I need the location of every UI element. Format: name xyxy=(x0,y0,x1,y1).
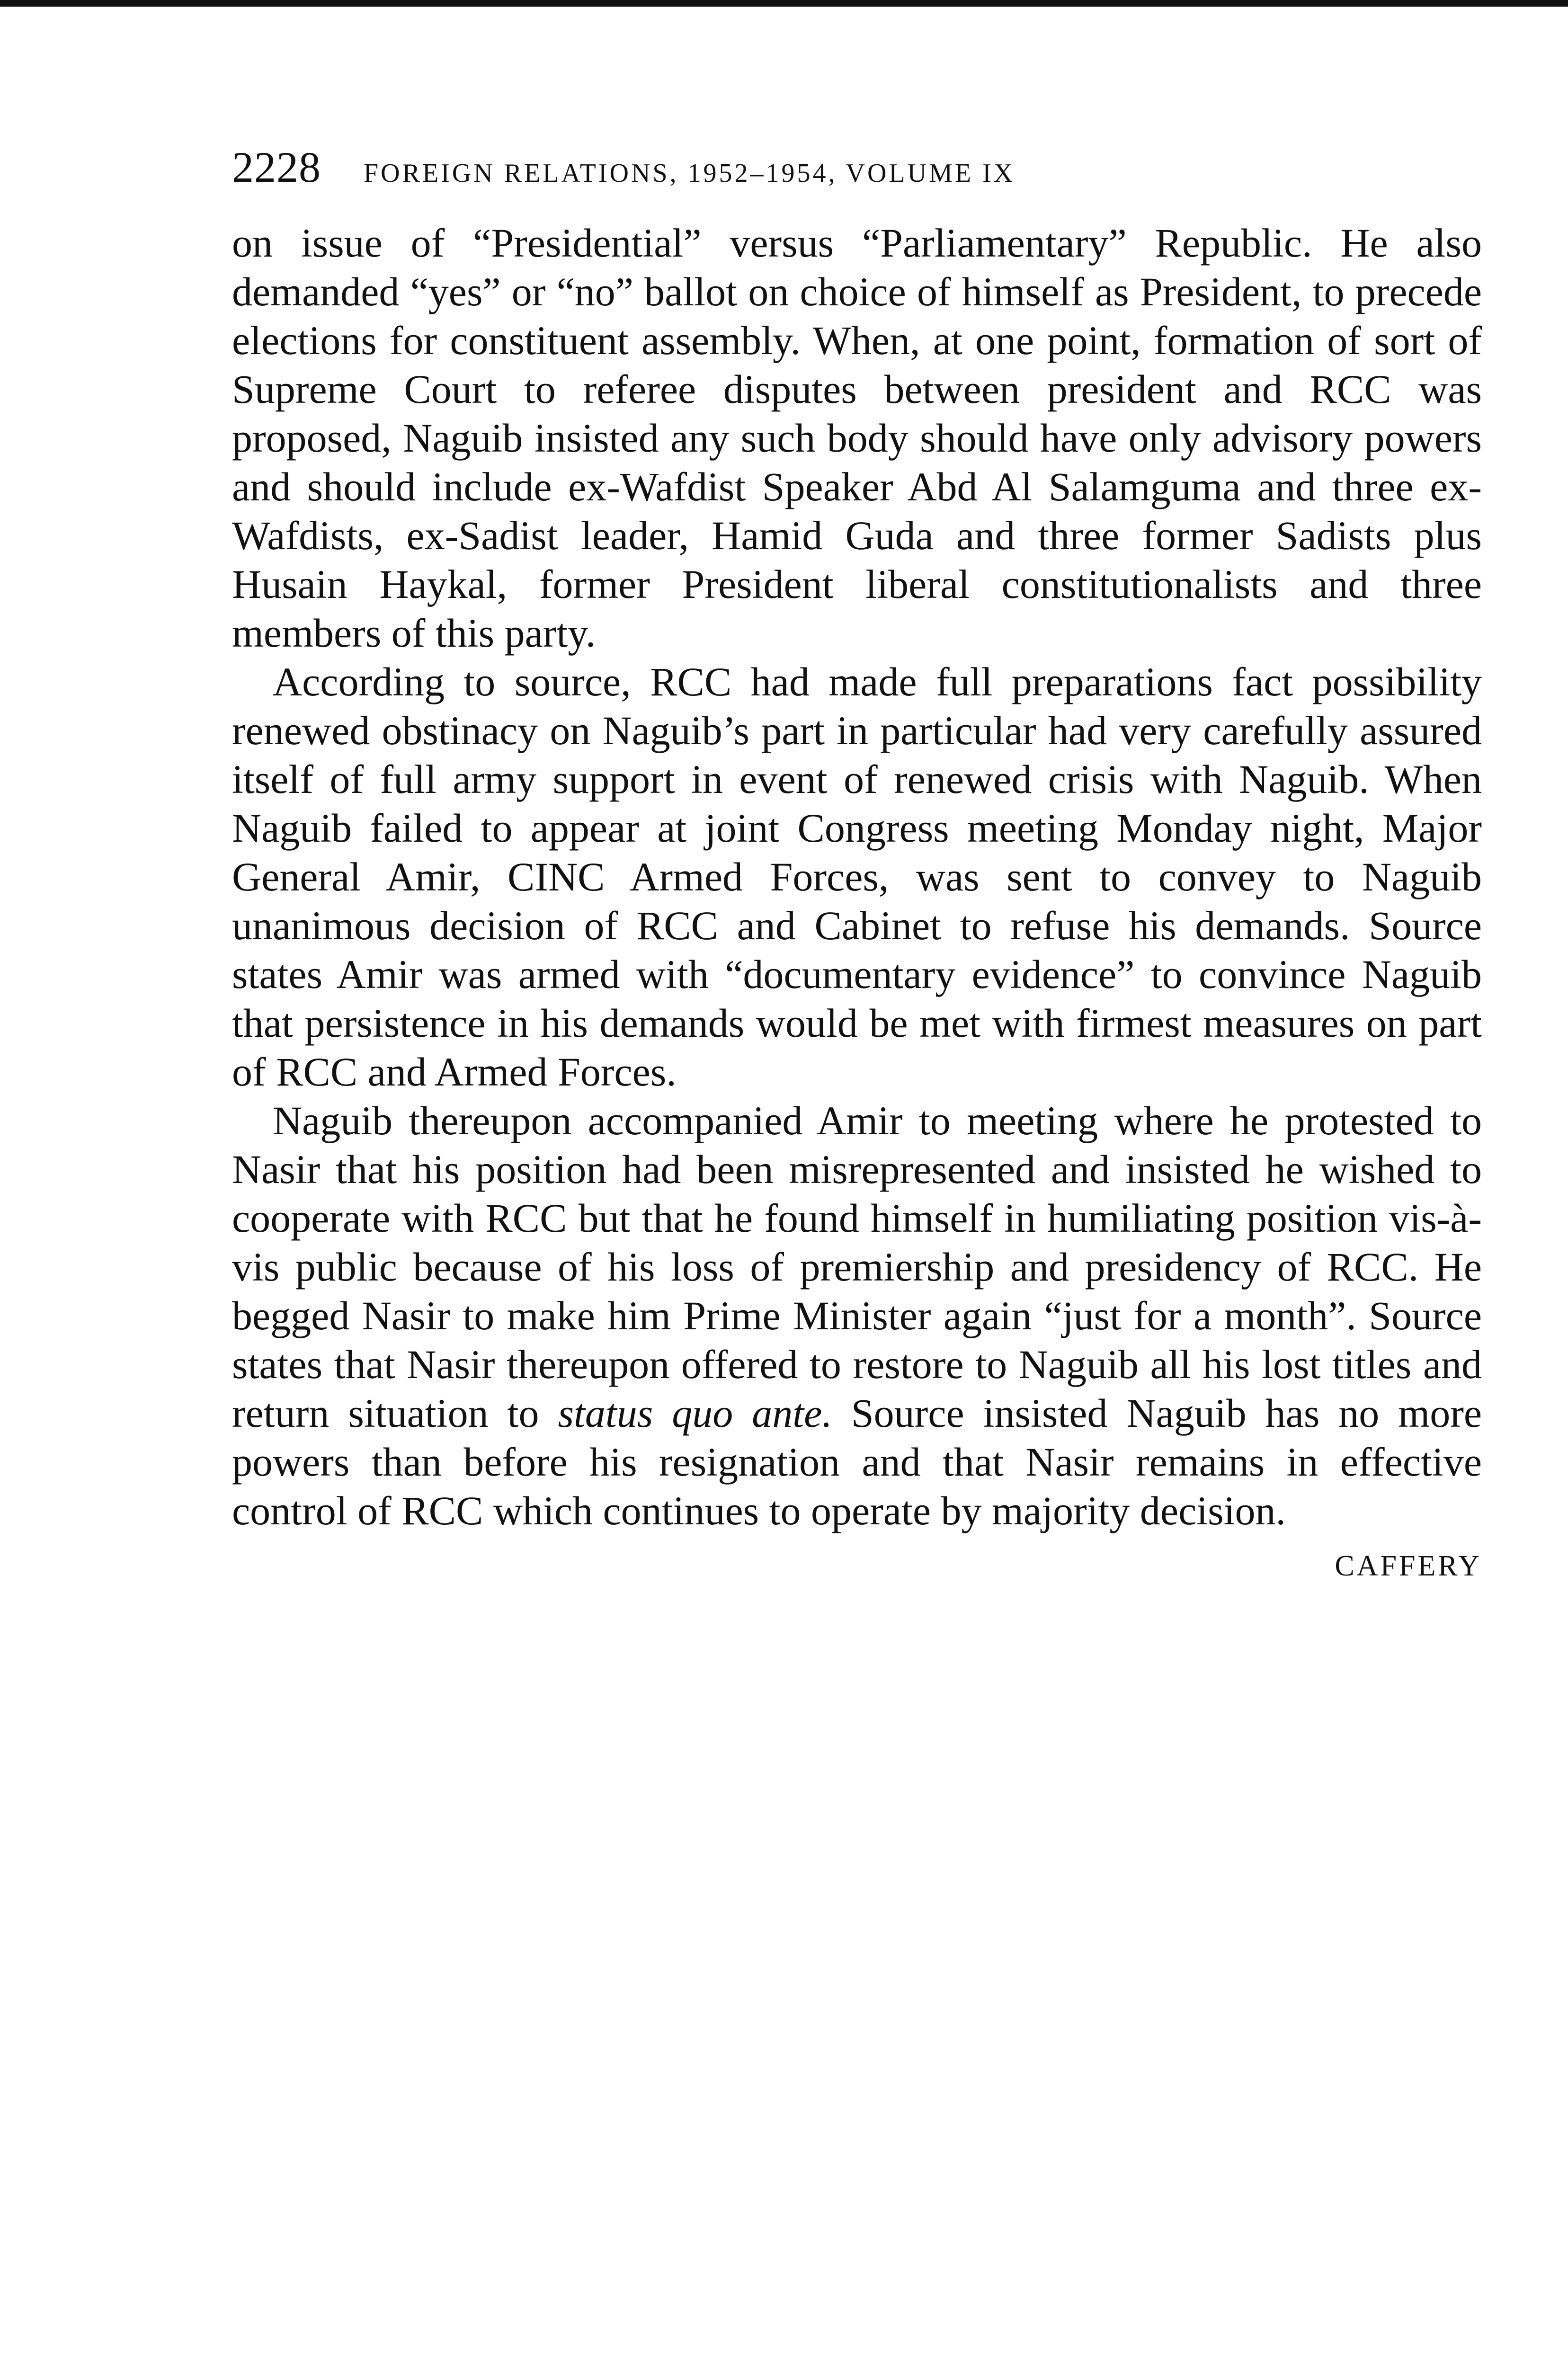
running-header xyxy=(232,142,1482,213)
signature: CAFFERY xyxy=(1335,1550,1482,1582)
document-body xyxy=(232,219,1482,1535)
document-page xyxy=(232,142,1482,1583)
page-top-edge xyxy=(0,0,1568,7)
paragraph-naguib-meeting xyxy=(232,1096,1482,1535)
emphasis-status-quo-ante: status quo ante. xyxy=(558,1390,832,1436)
running-title: FOREIGN RELATIONS, 1952–1954, VOLUME IX xyxy=(364,159,1016,188)
paragraph-text-after-emphasis: Source insisted Naguib has no more powers than before his resignation and that Nasir remains in effective control of RCC which continues to operate by majority decision. xyxy=(232,1390,1482,1533)
paragraph-source-preparations: According to source, RCC had made full preparations fact possibility renewed obstinacy on Naguib’s part in particular had very carefully assured itself of full army support in event of renewed crisis with Naguib. When Naguib failed to appear at joint Congress meeting Monday night, Major General Amir, CINC Armed Forces, was sent to convey to Naguib unanimous decision of RCC and Cabinet to refuse his demands. Source states Amir was armed with “documentary evidence” to convince Naguib that persistence in his demands would be met with firmest measures on part of RCC and Armed Forces. xyxy=(232,659,1482,1095)
paragraph-text-before-emphasis: Naguib thereupon accompanied Amir to meeting where he protested to Nasir that his position had been misrepresented and insisted he wished to cooperate with RCC but that he found himself in humiliating position vis-à-vis public because of his loss of premiership and presidency of RCC. He begged Nasir to make him Prime Minister again “just for a month”. Source states that Nasir thereupon offered to restore to Naguib all his lost titles and return situation to xyxy=(232,1098,1482,1436)
paragraph-continuation: on issue of “Presidential” versus “Parliamentary” Republic. He also demanded “yes” or “no” ballot on choice of himself as President, to precede elections for constituent assembly. When, at one point, formation of sort of Supreme Court to referee disputes between president and RCC was proposed, Naguib insisted any such body should have only advisory powers and should include ex-Wafdist Speaker Abd Al Salamguma and three ex-Wafdists, ex-Sadist leader, Hamid Guda and three former Sadists plus Husain Haykal, former President liberal constitutionalists and three members of this party. xyxy=(232,220,1482,656)
page-number: 2228 xyxy=(232,143,321,191)
